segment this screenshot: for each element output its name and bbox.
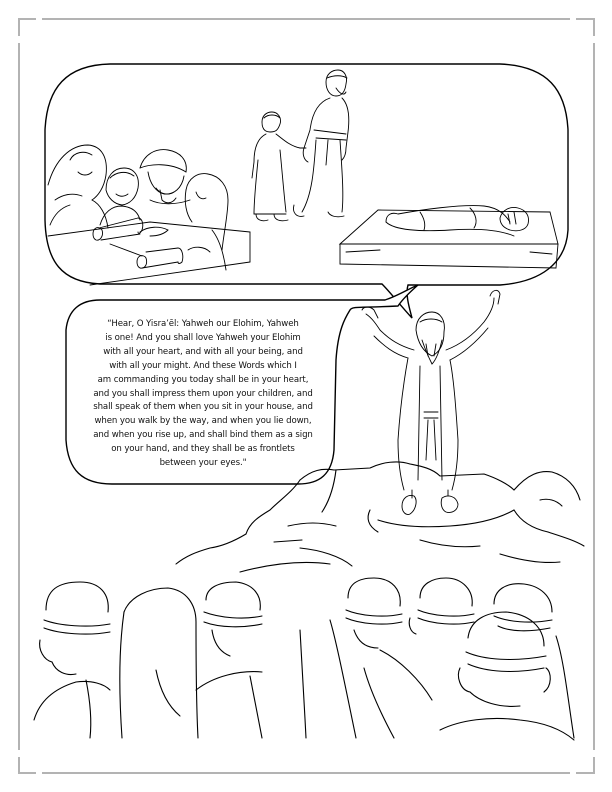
bubble-line: with all your heart, and with all your being, and <box>103 346 303 357</box>
bubble-line: “Hear, O Yisra’ēl: Yahweh our Elohim, Yahweh <box>107 319 299 329</box>
bubble-line: with all your might. And these Words which I <box>109 360 297 371</box>
bubble-line: when you walk by the way, and when you lie down, <box>94 416 312 427</box>
bubble-line: between your eyes." <box>159 458 247 469</box>
bubble-line: is one! And you shall love Yahweh your Elohim <box>105 332 301 343</box>
prophet-figure <box>362 290 500 514</box>
speech-bubble-text <box>72 318 334 471</box>
bubble-line: am commanding you today shall be in your heart, <box>97 374 309 385</box>
bubble-line: and you shall impress them upon your children, and <box>93 388 313 399</box>
crowd-audience <box>34 578 574 740</box>
bubble-line: shall speak of them when you sit in your house, and <box>93 402 313 413</box>
bubble-line: and when you rise up, and shall bind them as a sign <box>93 430 313 441</box>
bubble-line: on your hand, and they shall be as frontlets <box>111 444 295 455</box>
